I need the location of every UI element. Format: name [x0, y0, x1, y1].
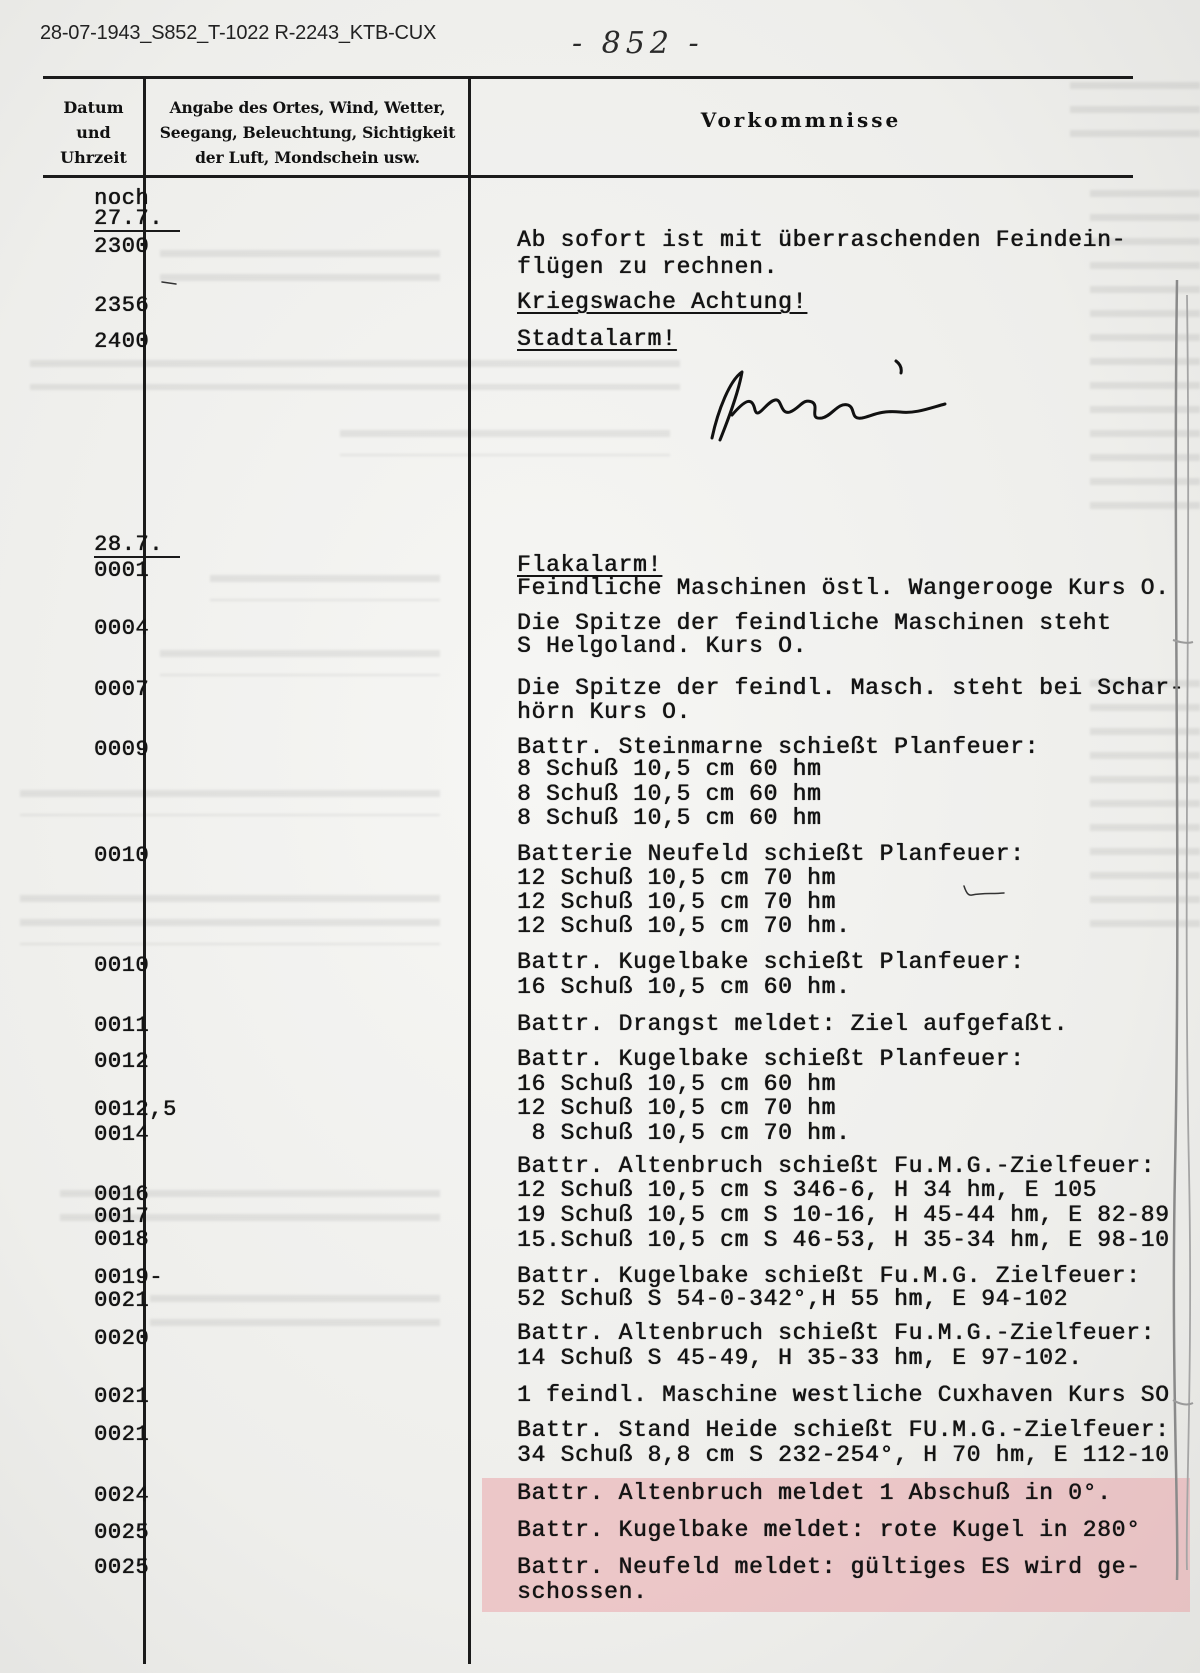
event-line: Battr. Stand Heide schießt FU.M.G.-Zielfeuer:: [517, 1417, 1170, 1443]
table-top-rule: [43, 76, 1133, 79]
date-heading-text: 28.7.: [94, 534, 180, 558]
event-line: Battr. Altenbruch schießt Fu.M.G.-Zielfeuer:: [517, 1153, 1156, 1179]
column-divider-place: [468, 77, 471, 1664]
event-line: 14 Schuß S 45-49, H 35-33 hm, E 97-102.: [517, 1345, 1083, 1371]
event-line: 12 Schuß 10,5 cm 70 hm: [517, 1095, 837, 1121]
event-heading: Stadtalarm!: [517, 326, 677, 352]
event-line: S Helgoland. Kurs O.: [517, 633, 808, 659]
event-line: 12 Schuß 10,5 cm 70 hm: [517, 889, 837, 915]
date-heading: [94, 534, 180, 558]
column-header-place-line: Angabe des Ortes, Wind, Wetter,: [169, 98, 446, 117]
time-entry: 0014: [94, 1122, 150, 1147]
date-heading-text: 27.7.: [94, 208, 180, 232]
event-line: Battr. Drangst meldet: Ziel aufgefaßt.: [517, 1011, 1069, 1037]
event-line: 16 Schuß 10,5 cm 60 hm: [517, 1071, 837, 1097]
event-line: Battr. Kugelbake meldet: rote Kugel in 280°: [517, 1517, 1141, 1543]
time-entry: 0019-: [94, 1265, 164, 1290]
event-line: 1 feindl. Maschine westliche Cuxhaven Kurs SO: [517, 1382, 1170, 1408]
time-entry: 0007: [94, 677, 150, 702]
bleed-through-shadow: [20, 895, 440, 945]
event-line: 16 Schuß 10,5 cm 60 hm.: [517, 974, 851, 1000]
time-entry: 0021: [94, 1384, 150, 1409]
time-entry: 2400: [94, 329, 150, 354]
column-header-date-line: Uhrzeit: [60, 148, 127, 167]
event-line: 52 Schuß S 54-0-342°,H 55 hm, E 94-102: [517, 1286, 1069, 1312]
event-line: 12 Schuß 10,5 cm 70 hm: [517, 865, 837, 891]
event-line: 12 Schuß 10,5 cm S 346-6, H 34 hm, E 105: [517, 1177, 1098, 1203]
bleed-through-shadow: [210, 575, 440, 601]
time-entry: 0004: [94, 616, 150, 641]
table-header-rule: [43, 175, 1133, 178]
time-entry: 0017: [94, 1204, 150, 1229]
time-entry: 0025: [94, 1555, 150, 1580]
time-entry: 0021: [94, 1422, 150, 1447]
event-heading: Flakalarm!: [517, 552, 663, 578]
bleed-through-shadow: [20, 790, 440, 816]
time-entry: 0010: [94, 843, 150, 868]
time-entry: 2356: [94, 293, 150, 318]
time-entry: 0025: [94, 1520, 150, 1545]
bleed-through-shadow: [30, 360, 680, 390]
event-line: 8 Schuß 10,5 cm 60 hm: [517, 805, 822, 831]
time-entry: 0009: [94, 737, 150, 762]
time-entry: 0016: [94, 1182, 150, 1207]
page-number: - 852 -: [572, 26, 704, 61]
event-line: Battr. Altenbruch meldet 1 Abschuß in 0°.: [517, 1480, 1112, 1506]
event-line: 15.Schuß 10,5 cm S 46-53, H 35-34 hm, E 98-10: [517, 1227, 1170, 1253]
column-header-events: Vorkommnisse: [700, 108, 902, 132]
event-line: Battr. Kugelbake schießt Fu.M.G. Zielfeuer:: [517, 1263, 1141, 1289]
time-entry: 0012,5: [94, 1097, 177, 1122]
event-line: Battr. Neufeld meldet: gültiges ES wird ge-: [517, 1554, 1141, 1580]
column-header-place: [150, 95, 465, 170]
event-line: 34 Schuß 8,8 cm S 232-254°, H 70 hm, E 112-10: [517, 1442, 1170, 1468]
column-header-place-line: der Luft, Mondschein usw.: [195, 148, 420, 167]
time-entry: 2300: [94, 234, 150, 259]
time-entry: 0021: [94, 1288, 150, 1313]
time-entry: 0018: [94, 1227, 150, 1252]
event-line: Feindliche Maschinen östl. Wangerooge Kurs O.: [517, 575, 1170, 601]
event-line: 12 Schuß 10,5 cm 70 hm.: [517, 913, 851, 939]
column-header-date-line: Datum: [63, 98, 124, 117]
bleed-through-shadow: [340, 430, 670, 456]
event-line: 8 Schuß 10,5 cm 60 hm: [517, 756, 822, 782]
event-line: Die Spitze der feindl. Masch. steht bei Schar-: [517, 675, 1185, 701]
pen-mark: [962, 882, 1008, 902]
event-line: Battr. Steinmarne schießt Planfeuer:: [517, 734, 1040, 760]
time-entry: 0010: [94, 953, 150, 978]
event-line: 8 Schuß 10,5 cm 60 hm: [517, 781, 822, 807]
event-line: flügen zu rechnen.: [517, 254, 779, 280]
event-line: Battr. Kugelbake schießt Planfeuer:: [517, 949, 1025, 975]
column-header-date: [43, 95, 144, 170]
event-line: schossen.: [517, 1579, 648, 1605]
file-identifier: 28-07-1943_S852_T-1022 R-2243_KTB-CUX: [40, 22, 437, 44]
bleed-through-shadow: [150, 1295, 440, 1343]
event-line: Batterie Neufeld schießt Planfeuer:: [517, 841, 1025, 867]
time-entry: 0001: [94, 558, 150, 583]
event-line: Battr. Kugelbake schießt Planfeuer:: [517, 1046, 1025, 1072]
column-header-date-line: und: [76, 123, 111, 142]
pen-mark: [160, 278, 180, 298]
time-entry: 0011: [94, 1013, 150, 1038]
event-line: Battr. Altenbruch schießt Fu.M.G.-Zielfeuer:: [517, 1320, 1156, 1346]
date-continuation-label: noch: [94, 186, 150, 211]
binding-thread: [1165, 270, 1200, 1600]
time-entry: 0024: [94, 1483, 150, 1508]
time-entry: 0020: [94, 1326, 150, 1351]
event-line: 8 Schuß 10,5 cm 70 hm.: [517, 1120, 851, 1146]
time-entry: 0012: [94, 1049, 150, 1074]
event-line: Ab sofort ist mit überraschenden Feindein-: [517, 227, 1127, 253]
bleed-through-shadow: [160, 250, 440, 298]
event-line: 19 Schuß 10,5 cm S 10-16, H 45-44 hm, E 82-89: [517, 1202, 1170, 1228]
bleed-through-shadow: [160, 650, 440, 676]
event-line: hörn Kurs O.: [517, 699, 692, 725]
event-line: Die Spitze der feindliche Maschinen steht: [517, 610, 1112, 636]
event-heading: Kriegswache Achtung!: [517, 289, 808, 315]
date-heading: [94, 208, 180, 232]
column-header-place-line: Seegang, Beleuchtung, Sichtigkeit: [159, 123, 456, 142]
handwritten-signature: [700, 355, 960, 455]
